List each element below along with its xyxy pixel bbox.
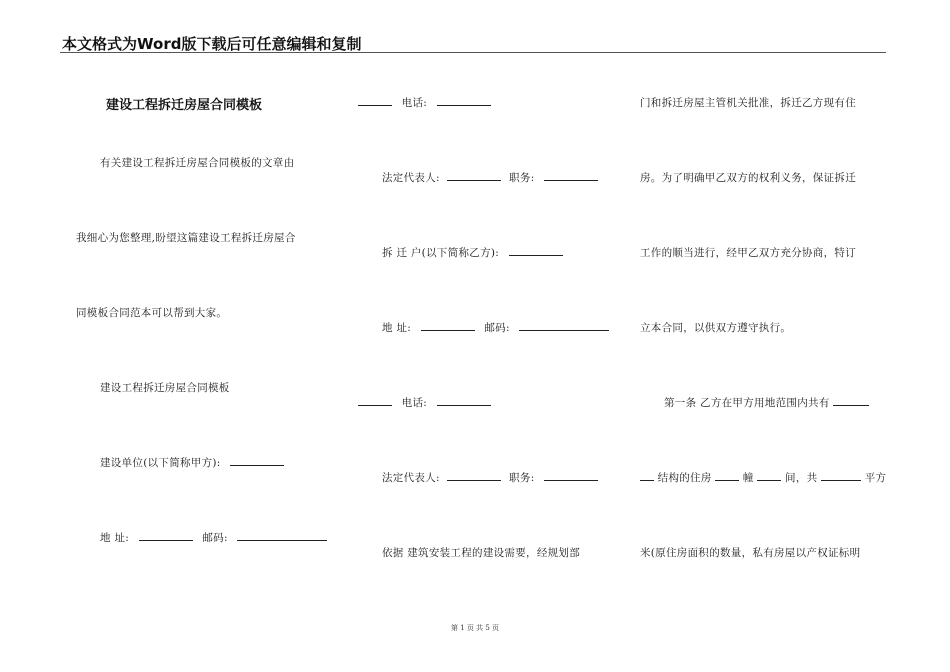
area-unit: 平方 (864, 472, 887, 484)
position-label: 职务: (509, 172, 535, 184)
contract-subtitle: 建设工程拆迁房屋合同模板 (100, 382, 230, 394)
phone-label: 电话: (401, 97, 428, 109)
basis-line: 依据 建筑安装工程的建设需要，经规划部 (382, 547, 581, 559)
article-1-line-2 (640, 470, 886, 485)
legal-rep-label-2: 法定代表人: (382, 472, 440, 484)
address-label: 地 址: (100, 532, 130, 544)
approval-line-4: 立本合同，以供双方遵守执行。 (640, 322, 792, 334)
postcode-blank (237, 530, 327, 541)
approval-line-3: 工作的顺当进行，经甲乙双方充分协商，特订 (640, 247, 856, 259)
phone-line-2 (358, 395, 491, 410)
area-blank (821, 470, 861, 481)
article-1-text: 第一条 乙方在甲方用地范围内共有 (664, 397, 830, 409)
intro-line-2: 我细心为您整理,盼望这篇建设工程拆迁房屋合 (76, 232, 296, 244)
postcode-blank-b (519, 320, 609, 331)
address-blank-b (421, 320, 475, 331)
building-count-blank (715, 470, 739, 481)
intro-line-1: 有关建设工程拆迁房屋合同模板的文章由 (100, 157, 295, 169)
phone-line (358, 95, 491, 110)
party-a-label: 建设单位(以下简称甲方): (100, 457, 221, 469)
postcode-label: 邮码: (202, 532, 228, 544)
party-b-blank (509, 245, 563, 256)
position-blank (544, 170, 598, 181)
room-unit: 间，共 (785, 472, 818, 484)
format-banner: 本文格式为Word版下载后可任意编辑和复制 (62, 35, 362, 53)
structure-text: 结构的住房 (657, 472, 712, 484)
postcode-label-b: 邮码: (484, 322, 510, 334)
approval-line-2: 房。为了明确甲乙双方的权利义务，保证拆迁 (640, 172, 856, 184)
address-line (100, 530, 327, 545)
intro-line-3: 同模板合同范本可以帮到大家。 (76, 307, 228, 319)
header-divider (60, 52, 886, 53)
party-b-label: 拆 迁 户(以下简称乙方): (382, 247, 500, 259)
article-1-line-1 (664, 395, 869, 410)
document-title: 建设工程拆迁房屋合同模板 (106, 98, 263, 113)
position-label-2: 职务: (509, 472, 535, 484)
page-number: 第 1 页 共 5 页 (450, 624, 500, 632)
legal-rep-blank-2 (447, 470, 501, 481)
legal-rep-line (382, 170, 598, 185)
position-blank-2 (544, 470, 598, 481)
article-1-line-3: 米(原住房面积的数量，私有房屋以产权证标明 (640, 547, 861, 559)
party-b-line (382, 245, 563, 260)
phone-label-2: 电话: (401, 397, 428, 409)
leading-blank (358, 95, 392, 106)
phone-blank (437, 95, 491, 106)
approval-line-1: 门和拆迁房屋主管机关批准，拆迁乙方现有住 (640, 97, 856, 109)
room-count-blank (757, 470, 781, 481)
structure-blank (640, 470, 654, 481)
phone-blank-2 (437, 395, 491, 406)
leading-blank-2 (358, 395, 392, 406)
legal-rep-line-2 (382, 470, 598, 485)
address-line-b (382, 320, 609, 335)
legal-rep-blank (447, 170, 501, 181)
party-a-blank (230, 455, 284, 466)
legal-rep-label: 法定代表人: (382, 172, 440, 184)
building-unit: 幢 (742, 472, 754, 484)
address-label-b: 地 址: (382, 322, 412, 334)
address-blank (139, 530, 193, 541)
party-a-line (100, 455, 284, 470)
article-1-blank (833, 395, 869, 406)
